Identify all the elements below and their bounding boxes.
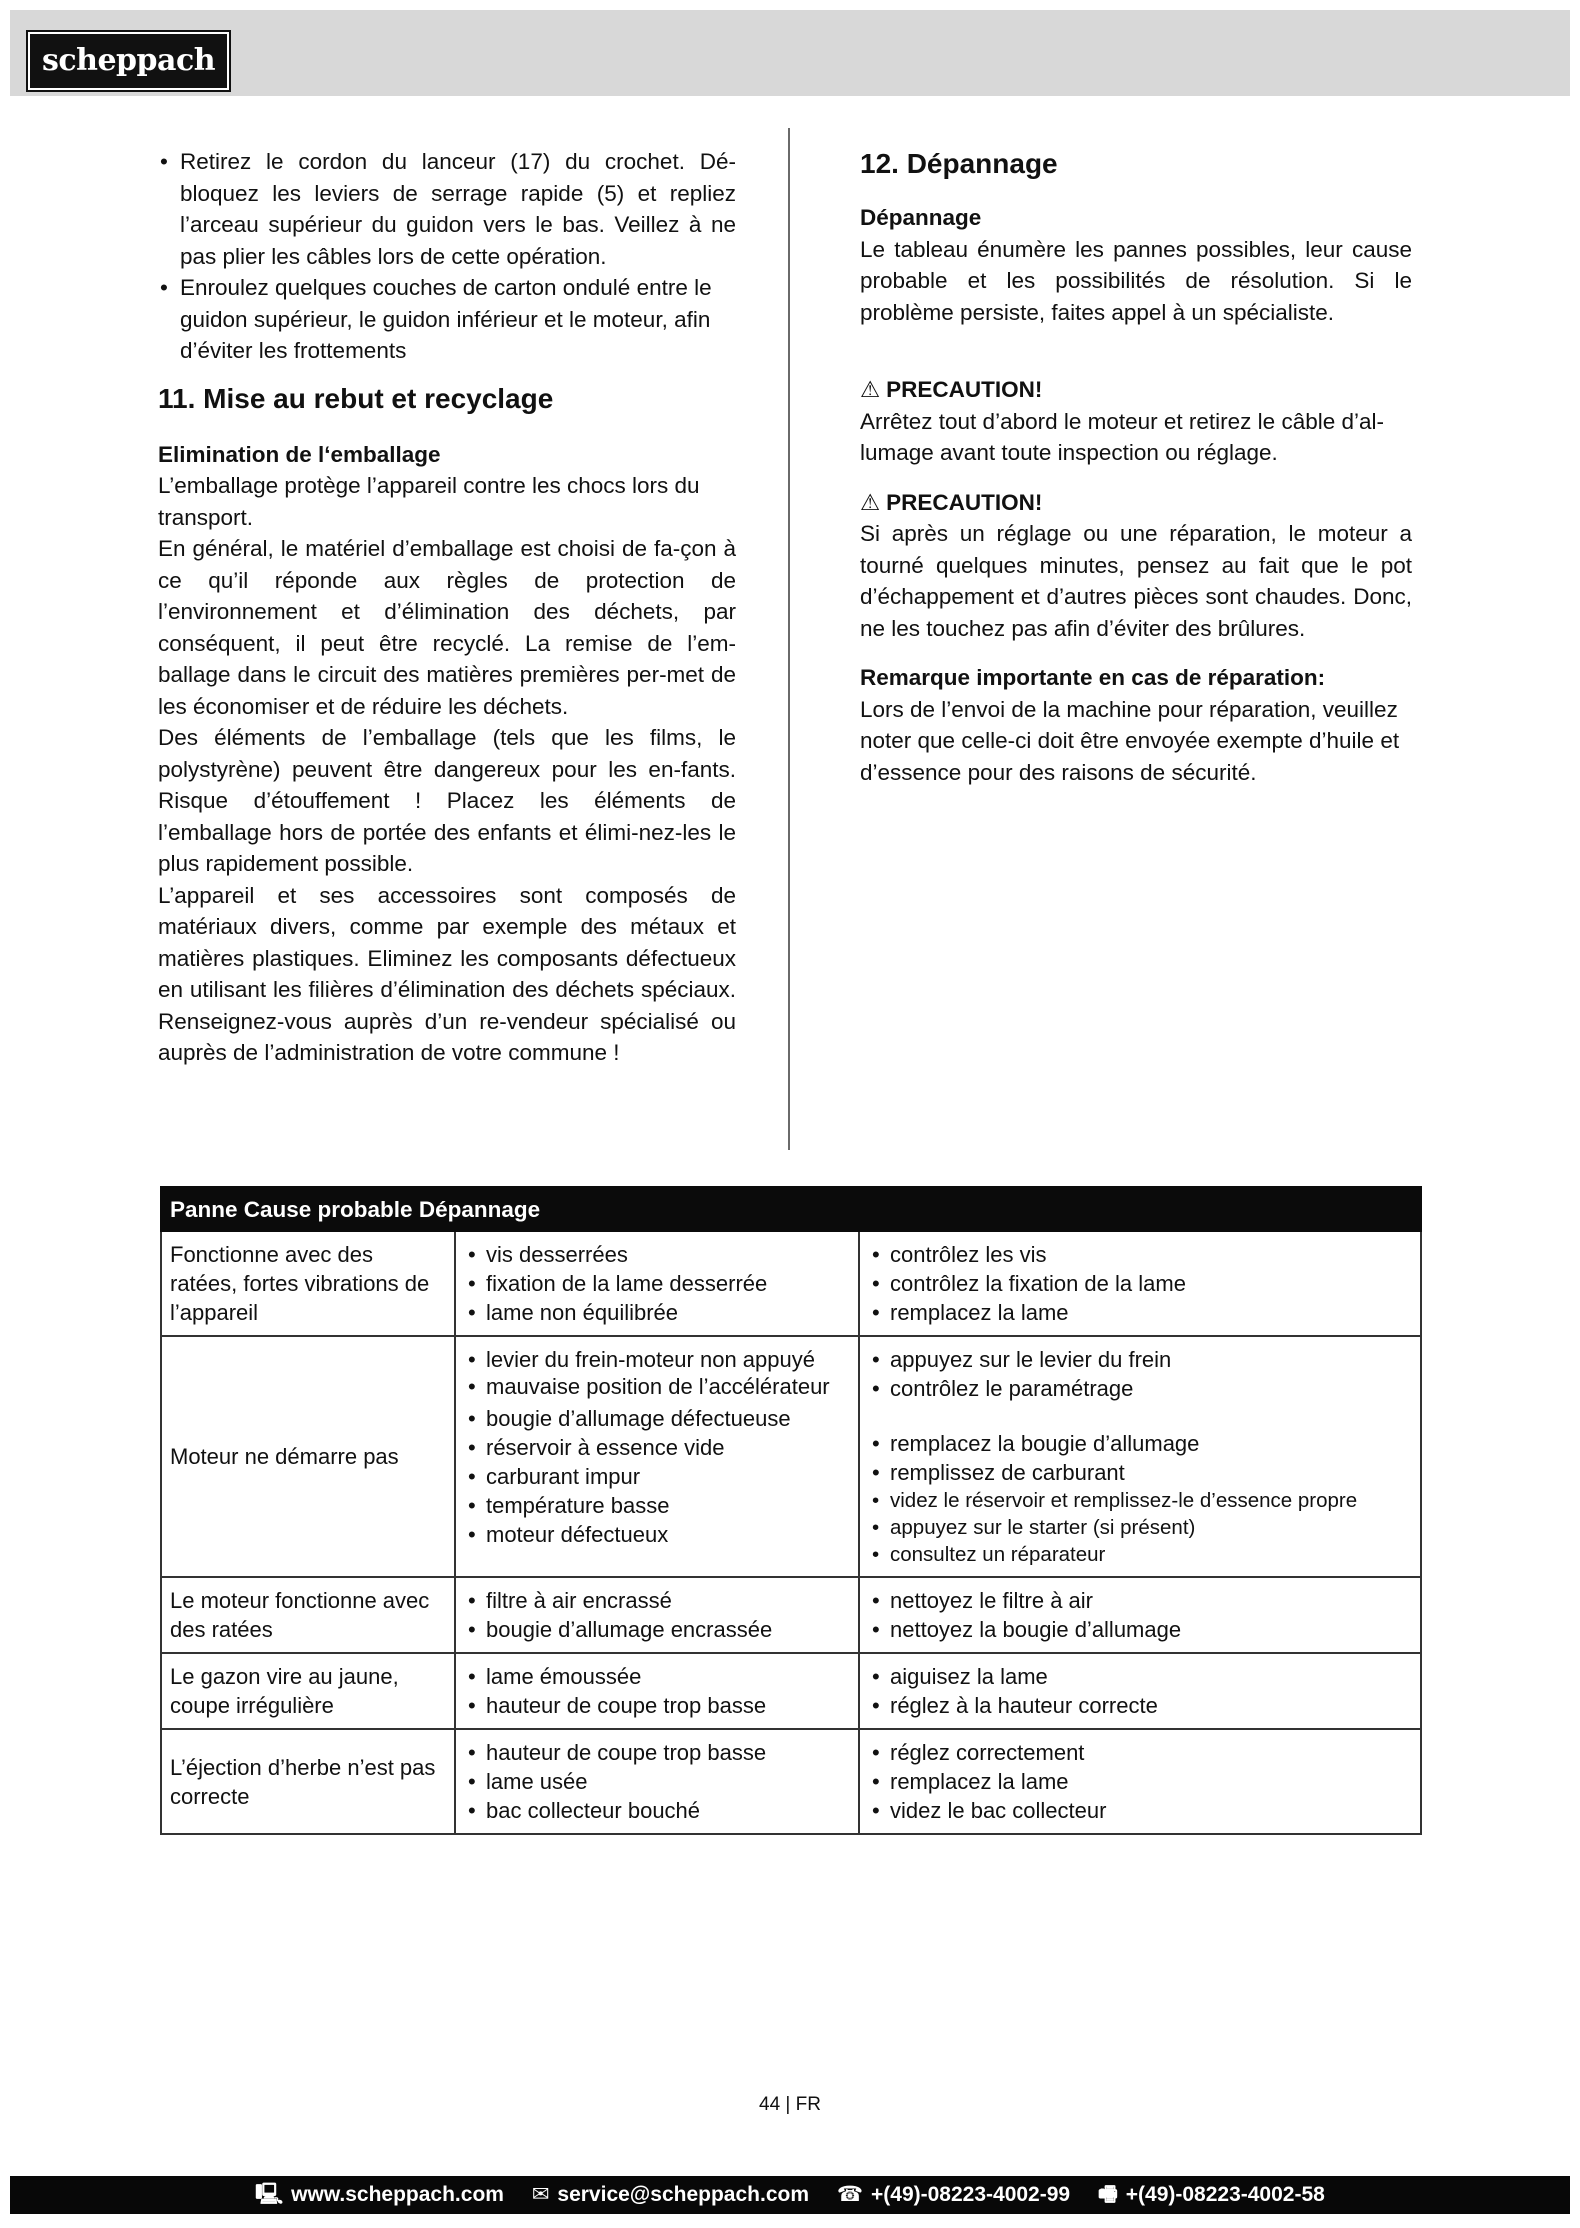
right-column [860,146,1412,788]
remedy-cell [859,1729,1421,1834]
list-item: • moteur défectueux [464,1520,850,1549]
list-item: • remplacez la lame [868,1298,1412,1327]
page-footer [10,2176,1570,2214]
phone-icon: ☎ [836,2183,864,2206]
table-header: Panne Cause probable Dépannage [161,1187,1421,1231]
list-item: • Enroulez quelques couches de carton ondulé entre le guidon supérieur, le guidon inférieur et le moteur, afin d’éviter les frottements [158,272,736,367]
remark-title: Remarque importante en cas de réparation: [860,665,1326,690]
footer-email[interactable] [532,2183,809,2206]
list-item: • nettoyez le filtre à air [868,1586,1412,1615]
page-number: 44 | FR [759,2094,821,2115]
list-item: • levier du frein-moteur non appuyé [464,1345,850,1374]
warning-text: Si après un réglage ou une réparation, le moteur a tourné quelques minutes, pensez au fait que le pot d’échappement et d’autres pièces sont chaudes. Donc, ne les touchez pas afin d’éviter des brûlures. [860,521,1412,641]
table-row [161,1231,1421,1336]
list-item: • videz le réservoir et remplissez-le d’essence propre [868,1487,1412,1514]
remedy-list [868,1662,1412,1720]
brand-logo: scheppach [28,32,229,90]
list-item: • remplacez la bougie d’allumage [868,1429,1412,1458]
problem-cell: Le moteur fonctionne avec des ratées [161,1577,455,1653]
phone-text: +(49)-08223-4002-99 [871,2183,1071,2206]
problem-cell: Moteur ne démarre pas [161,1336,455,1577]
fax-text: +(49)-08223-4002-58 [1125,2183,1325,2206]
list-item: • vis desserrées [464,1240,850,1269]
problem-cell: Fonctionne avec des ratées, fortes vibrations de l’appareil [161,1231,455,1336]
warning-icon: ⚠ [860,489,881,515]
cause-cell [455,1729,859,1834]
list-item: • réservoir à essence vide [464,1433,850,1462]
instruction-list [158,146,736,367]
cause-list [464,1662,850,1720]
remedy-list [868,1738,1412,1825]
cause-list [464,1738,850,1825]
mail-icon: ✉ [531,2183,550,2206]
paragraph: L’appareil et ses accessoires sont composés de matériaux divers, comme par exemple des métaux et matières plastiques. Eliminez les composants défectueux en utilisant les filières d’élimination des déchets spéciaux. Renseignez-vous auprès d’un re-vendeur spécialisé ou auprès de l’administration de votre commune ! [158,882,736,1065]
table-header-row [161,1187,1421,1231]
list-item: • videz le bac collecteur [868,1796,1412,1825]
list-item: • consultez un réparateur [868,1541,1412,1568]
column-divider [788,128,790,1150]
warning-title: PRECAUTION! [886,489,1043,515]
list-item: • remplacez la lame [868,1767,1412,1796]
footer-website[interactable] [255,2183,504,2206]
list-item: • lame non équilibrée [464,1298,850,1327]
table-row [161,1653,1421,1729]
list-item: • contrôlez les vis [868,1240,1412,1269]
warning-icon: ⚠ [860,377,881,402]
list-item: • contrôlez le paramétrage [868,1374,1412,1429]
list-item: • filtre à air encrassé [464,1586,850,1615]
page-header [10,10,1570,96]
list-item: • nettoyez la bougie d’allumage [868,1615,1412,1644]
paragraph: L’emballage protège l’appareil contre les chocs lors du transport. [158,473,700,530]
remedy-list [868,1345,1412,1568]
list-item: • fixation de la lame desserrée [464,1269,850,1298]
paragraph: En général, le matériel d’emballage est choisi de fa-çon à ce qu’il réponde aux règles de protection de l’environnement et d’élimination des déchets, par conséquent, il peut être recyclé. La remise de l’em-ballage dans le circuit des matières premières per-met de les économiser et de réduire les déchets. [158,536,736,719]
email-text: service@scheppach.com [557,2183,810,2206]
warning-text: Arrêtez tout d’abord le moteur et retirez le câble d’al-lumage avant toute inspection ou réglage. [860,408,1385,465]
list-item: • aiguisez la lame [868,1662,1412,1691]
list-item: • appuyez sur le levier du frein [868,1345,1412,1374]
table-row [161,1729,1421,1834]
cause-cell [455,1577,859,1653]
cause-list [464,1240,850,1327]
cause-list [464,1345,850,1549]
footer-fax [1098,2183,1325,2206]
subsection-title-packaging: Elimination de l‘emballage [158,441,441,467]
list-item: • carburant impur [464,1462,850,1491]
section-title-disposal: 11. Mise au rebut et recyclage [158,382,554,414]
remedy-list [868,1586,1412,1644]
problem-cell: Le gazon vire au jaune, coupe irrégulière [161,1653,455,1729]
list-item: • lame émoussée [464,1662,850,1691]
list-item: • réglez correctement [868,1738,1412,1767]
table-row [161,1577,1421,1653]
list-item: • bac collecteur bouché [464,1796,850,1825]
list-item: • réglez à la hauteur correcte [868,1691,1412,1720]
list-item: • remplissez de carburant [868,1458,1412,1487]
remedy-cell [859,1336,1421,1577]
footer-phone [837,2183,1070,2206]
paragraph: Des éléments de l’emballage (tels que les films, le polystyrène) peuvent être dangereux pour les en-fants. Risque d’étouffement ! Placez les éléments de l’emballage hors de portée des enfants et élimi-nez-les le plus rapidement possible. [158,725,736,876]
list-item: • Retirez le cordon du lanceur (17) du crochet. Dé-bloquez les leviers de serrage rapide (5) et repliez l’arceau supérieur du guidon vers le bas. Veillez à ne pas plier les câbles lors de cette opération. [158,146,736,272]
warning-title: PRECAUTION! [886,377,1043,402]
website-text: www.scheppach.com [291,2183,504,2206]
intro-paragraph: Le tableau énumère les pannes possibles, leur cause probable et les possibilités de résolution. Si le problème persiste, faites appel à un spécialiste. [860,236,1412,325]
list-item: • température basse [464,1491,850,1520]
fax-icon: 🖷 [1097,2183,1118,2206]
cause-cell [455,1336,859,1577]
list-item: • mauvaise position de l’accélérateur [464,1374,850,1404]
remedy-cell [859,1653,1421,1729]
list-item: • contrôlez la fixation de la lame [868,1269,1412,1298]
computer-icon: 🖳 [255,2183,284,2206]
list-item: • bougie d’allumage encrassée [464,1615,850,1644]
warning-heading [860,487,1412,519]
cause-cell [455,1231,859,1336]
remedy-cell [859,1231,1421,1336]
cause-list [464,1586,850,1644]
cause-cell [455,1653,859,1729]
list-item: • lame usée [464,1767,850,1796]
remedy-list [868,1240,1412,1327]
problem-cell: L’éjection d’herbe n’est pas correcte [161,1729,455,1834]
warning-heading [860,374,1412,406]
list-item: • appuyez sur le starter (si présent) [868,1514,1412,1541]
remedy-cell [859,1577,1421,1653]
left-column [158,146,736,1069]
list-item: • bougie d’allumage défectueuse [464,1404,850,1433]
remark-text: Lors de l’envoi de la machine pour réparation, veuillez noter que celle-ci doit être envoyée exempte d’huile et d’essence pour des raisons de sécurité. [860,696,1400,785]
table-row [161,1336,1421,1577]
subsection-title-troubleshooting: Dépannage [860,205,982,230]
list-item: • hauteur de coupe trop basse [464,1691,850,1720]
section-title-troubleshooting: 12. Dépannage [860,148,1058,179]
list-item: • hauteur de coupe trop basse [464,1738,850,1767]
troubleshooting-table [160,1186,1422,1835]
